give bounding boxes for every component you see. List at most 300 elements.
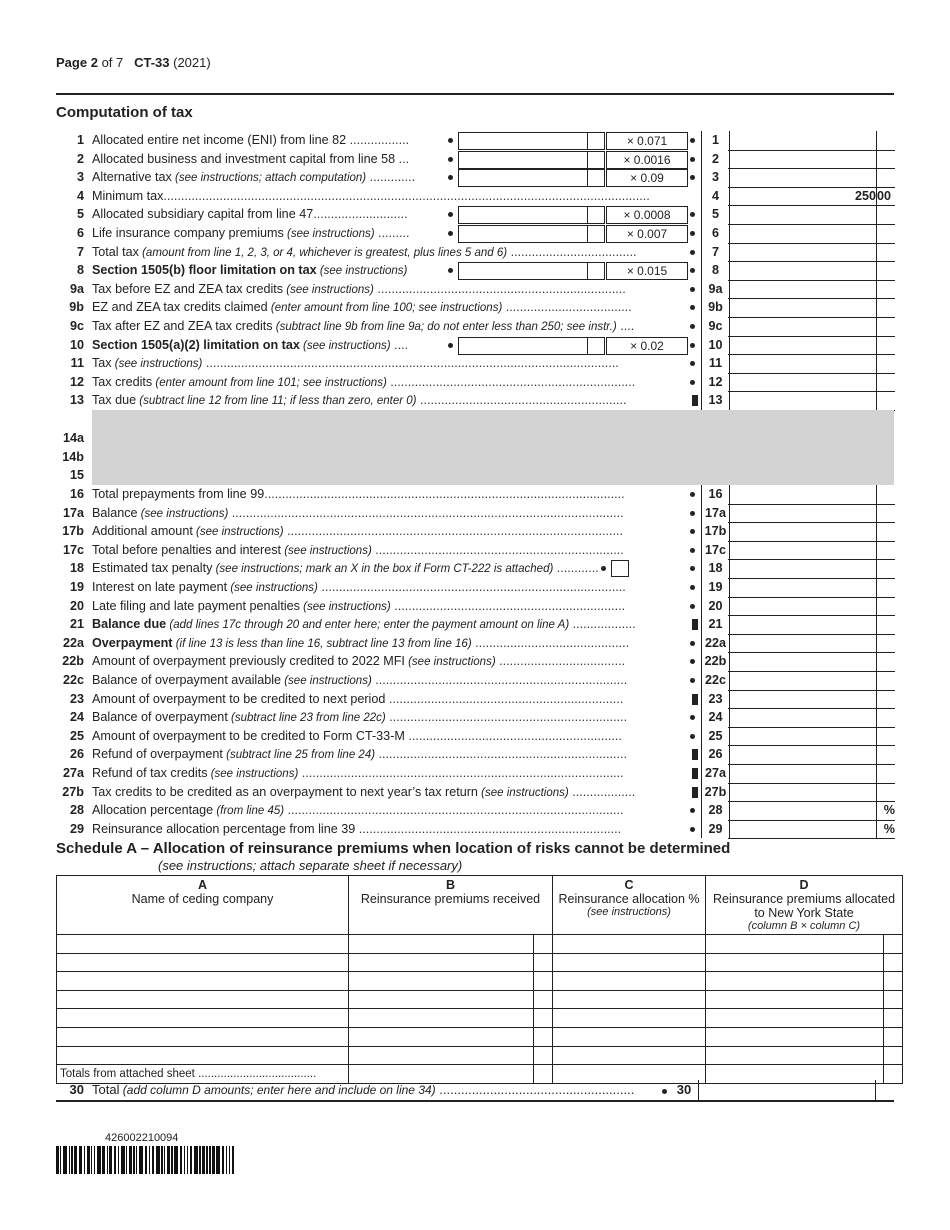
line-label: Allocated subsidiary capital from line 47........................... — [92, 207, 408, 222]
barcode-bar — [161, 1146, 162, 1174]
line-number: 2 — [76, 151, 84, 166]
line-label: Refund of tax credits (see instructions) ............................................................................................ — [92, 766, 624, 780]
schedule-a-cell[interactable] — [553, 935, 706, 954]
line-4-amount[interactable]: 250 — [728, 187, 876, 207]
line-17a-amount[interactable] — [728, 504, 876, 524]
line-number: 17a — [62, 505, 84, 520]
line-label: Amount of overpayment to be credited to Form CT-33-M ............................................................. — [92, 728, 622, 743]
schedule-a-cell[interactable] — [57, 1009, 349, 1028]
line-ref-10: 10 — [701, 336, 730, 355]
barcode-bar — [74, 1146, 77, 1174]
line-number: 18 — [69, 561, 84, 576]
tax-line-9a — [56, 280, 894, 299]
barcode-bar — [114, 1146, 117, 1174]
line-1-amount[interactable] — [728, 131, 876, 151]
schedule-a-cell[interactable] — [57, 935, 349, 954]
barcode-number: 426002210094 — [105, 1132, 179, 1144]
schedule-a-row — [57, 953, 903, 972]
barcode-bar — [149, 1146, 150, 1174]
line-3-input-cents[interactable] — [586, 169, 605, 187]
line-18-cents[interactable] — [876, 559, 895, 579]
line-number: 6 — [76, 226, 84, 240]
line-24-cents[interactable] — [876, 708, 895, 728]
line-18-amount[interactable] — [728, 559, 876, 579]
section-title: Computation of tax — [56, 104, 193, 121]
schedule-a-cell[interactable] — [534, 990, 553, 1009]
line-ref-11: 11 — [701, 354, 730, 373]
line-number: 25 — [69, 728, 84, 743]
line-label: Balance of overpayment (subtract line 23 from line 22c) .................................................................... — [92, 710, 628, 725]
tax-line-7 — [56, 243, 894, 262]
line-12-cents[interactable] — [876, 373, 895, 393]
gray-shaded-area — [92, 410, 894, 485]
tax-line-1 — [56, 131, 894, 150]
tax-line-5 — [56, 205, 894, 224]
schedule-a-cell[interactable] — [57, 1046, 349, 1065]
line-17a-cents[interactable] — [876, 504, 895, 524]
line-7-cents[interactable] — [876, 243, 895, 263]
line-label: Estimated tax penalty (see instructions; mark an X in the box if Form CT-222 is attached) ............ — [92, 561, 599, 576]
line-7-amount[interactable] — [728, 243, 876, 263]
barcode-bar — [229, 1146, 230, 1174]
schedule-a-cell[interactable] — [706, 1009, 884, 1028]
line-21-amount[interactable] — [728, 615, 876, 635]
tax-line-23 — [56, 690, 894, 709]
line-6-amount[interactable] — [728, 224, 876, 244]
tax-line-9b — [56, 298, 894, 317]
line-4-cents[interactable]: 00 — [876, 187, 895, 207]
line-27b-amount[interactable] — [728, 783, 876, 803]
line-20-amount[interactable] — [728, 597, 876, 617]
tax-line-19 — [56, 578, 894, 597]
schedule-a-cell[interactable] — [884, 935, 903, 954]
line-8-amount[interactable] — [728, 261, 876, 281]
line-22c-cents[interactable] — [876, 671, 895, 691]
tax-line-29 — [56, 820, 894, 839]
line-22a-cents[interactable] — [876, 634, 895, 654]
schedule-a-title: Schedule A – Allocation of reinsurance premiums when location of risks cannot be determined — [56, 840, 731, 857]
barcode-bar — [194, 1146, 198, 1174]
barcode-bar — [184, 1146, 185, 1174]
line-27b-cents[interactable] — [876, 783, 895, 803]
barcode-bar — [136, 1146, 137, 1174]
line-26-cents[interactable] — [876, 745, 895, 765]
line-ref-27b: 27b — [701, 783, 730, 802]
schedule-a-cell[interactable] — [349, 972, 534, 991]
line-number: 4 — [76, 188, 84, 203]
totals-attached-sheet-label: Totals from attached sheet ..................................... — [57, 1065, 349, 1084]
line-27a-cents[interactable] — [876, 764, 895, 784]
schedule-a-cell[interactable] — [534, 1046, 553, 1065]
schedule-a-cell[interactable] — [553, 1046, 706, 1065]
tax-line-6 — [56, 224, 894, 243]
line-ref-7: 7 — [701, 243, 730, 262]
line-11-amount[interactable] — [728, 354, 876, 374]
line-10-amount[interactable] — [728, 336, 876, 356]
schedule-a-cell[interactable] — [349, 1009, 534, 1028]
line-ref-5: 5 — [701, 205, 730, 224]
line-ref-2: 2 — [701, 150, 730, 169]
line-ref-13: 13 — [701, 391, 730, 410]
line-12-amount[interactable] — [728, 373, 876, 393]
tax-line-17c — [56, 541, 894, 560]
schedule-a-row — [57, 1046, 903, 1065]
schedule-a-cell[interactable] — [553, 990, 706, 1009]
barcode-bar — [129, 1146, 132, 1174]
line-1-cents[interactable] — [876, 131, 895, 151]
line-label: Balance of overpayment available (see instructions) ........................................................................ — [92, 673, 628, 687]
schedule-a-cell[interactable] — [349, 990, 534, 1009]
line-ref-22c: 22c — [701, 671, 730, 690]
schedule-a-cell[interactable] — [553, 1009, 706, 1028]
barcode-bar — [94, 1146, 95, 1174]
barcode-bar — [152, 1146, 155, 1174]
line-number: 5 — [76, 207, 84, 222]
line-label: Total before penalties and interest (see instructions) ....................................................................... — [92, 542, 624, 557]
line-label: Tax (see instructions) ...................................................................................................................... — [92, 356, 619, 371]
schedule-a-cell[interactable] — [534, 953, 553, 972]
line-ref-24: 24 — [701, 708, 730, 727]
barcode-bar — [167, 1146, 170, 1174]
line-23-cents[interactable] — [876, 690, 895, 710]
line-25-amount[interactable] — [728, 727, 876, 747]
line-number: 9a — [69, 281, 84, 296]
line-ref-17a: 17a — [701, 504, 730, 523]
line-ref-3: 3 — [701, 168, 730, 187]
line-ref-22b: 22b — [701, 652, 730, 671]
tax-line-20 — [56, 597, 894, 616]
tax-line-10 — [56, 336, 894, 355]
line-5-amount[interactable] — [728, 205, 876, 225]
line-22c-amount[interactable] — [728, 671, 876, 691]
line-number: 27a — [62, 766, 84, 780]
line-2-amount[interactable] — [728, 150, 876, 170]
line-ref-9c: 9c — [701, 317, 730, 336]
barcode-bar — [199, 1146, 200, 1174]
line-label: Allocated entire net income (ENI) from line 82 ................. — [92, 133, 410, 147]
tax-line-17b — [56, 522, 894, 541]
line-26-amount[interactable] — [728, 745, 876, 765]
barcode-bar — [180, 1146, 183, 1174]
line-number: 9b — [69, 300, 84, 315]
line-label: Section 1505(b) floor limitation on tax (see instructions) — [92, 263, 408, 278]
barcode-bar — [171, 1146, 172, 1174]
barcode-bar — [126, 1146, 127, 1174]
tax-line-3 — [56, 168, 894, 187]
line-9c-amount[interactable] — [728, 317, 876, 337]
line-5-input-cents[interactable] — [586, 206, 605, 224]
tax-line-22c — [56, 671, 894, 690]
line-5-cents[interactable] — [876, 205, 895, 225]
line-label: Allocated business and investment capital from line 58 ... — [92, 151, 410, 166]
barcode-bar — [107, 1146, 108, 1174]
page-header: Page 2 of 7 CT-33 (2021) — [56, 55, 211, 70]
line-number: 22b — [62, 654, 84, 669]
line-number: 17c — [62, 542, 84, 557]
schedule-a-cell[interactable] — [553, 953, 706, 972]
line-16-amount[interactable] — [728, 485, 876, 505]
line-17b-amount[interactable] — [728, 522, 876, 542]
schedule-a-cell[interactable] — [534, 972, 553, 991]
line-number: 13 — [69, 393, 84, 408]
schedule-a-cell[interactable] — [884, 953, 903, 972]
line-30-amount[interactable] — [698, 1080, 876, 1100]
barcode-bar — [222, 1146, 225, 1174]
schedule-a-cell[interactable] — [349, 953, 534, 972]
barcode-bar — [71, 1146, 72, 1174]
multiplier: × 0.0016 — [606, 151, 688, 169]
line-9a-amount[interactable] — [728, 280, 876, 300]
barcode-bar — [174, 1146, 178, 1174]
line-ref-22a: 22a — [701, 634, 730, 653]
line-9b-cents[interactable] — [876, 298, 895, 318]
barcode-bar — [69, 1146, 70, 1174]
schedule-a-cell[interactable] — [553, 972, 706, 991]
gray-line-14a: 14a — [62, 431, 84, 445]
line-number: 8 — [76, 263, 84, 278]
line-10-input-cents[interactable] — [586, 337, 605, 355]
schedule-a-cell[interactable] — [884, 1046, 903, 1065]
schedule-a-cell[interactable] — [534, 1009, 553, 1028]
line-ref-9a: 9a — [701, 280, 730, 299]
line-label: Total tax (amount from line 1, 2, 3, or 4, whichever is greatest, plus lines 5 and 6) .................................... — [92, 244, 637, 259]
line-label: Tax after EZ and ZEA tax credits (subtract line 9b from line 9a; do not enter less than 250; see instr.) .... — [92, 319, 635, 333]
line-22b-amount[interactable] — [728, 652, 876, 672]
line-label: Reinsurance allocation percentage from line 39 ........................................................................... — [92, 821, 622, 836]
line-label: Additional amount (see instructions) ................................................................................................ — [92, 524, 623, 539]
line-3-amount[interactable] — [728, 168, 876, 188]
barcode-bar — [63, 1146, 67, 1174]
line-ref-28: 28 — [701, 801, 730, 820]
barcode-bar — [79, 1146, 83, 1174]
line-24-amount[interactable] — [728, 708, 876, 728]
tax-line-22b — [56, 652, 894, 671]
line-ref-23: 23 — [701, 690, 730, 709]
line-17b-cents[interactable] — [876, 522, 895, 542]
header-rule — [56, 93, 894, 95]
barcode-bar — [156, 1146, 160, 1174]
tax-line-18 — [56, 559, 894, 578]
line-ref-1: 1 — [701, 131, 730, 150]
schedule-a-cell[interactable] — [534, 935, 553, 954]
line-label: Life insurance company premiums (see instructions) ......... — [92, 226, 410, 240]
schedule-a-cell[interactable] — [884, 972, 903, 991]
line-number: 29 — [69, 821, 84, 836]
line-label: Tax before EZ and ZEA tax credits (see instructions) ....................................................................... — [92, 281, 626, 296]
tax-line-27a — [56, 764, 894, 783]
line-28-cents[interactable]: % — [876, 801, 895, 821]
schedule-a-cell[interactable] — [349, 1046, 534, 1065]
barcode-bar — [91, 1146, 92, 1174]
barcode-bar — [232, 1146, 235, 1174]
barcode-bar — [226, 1146, 227, 1174]
schedule-a-cell[interactable] — [349, 935, 534, 954]
line-10-input[interactable] — [458, 337, 588, 355]
barcode-bar — [102, 1146, 105, 1174]
barcode-bar — [60, 1146, 61, 1174]
line-label: Tax credits (enter amount from line 101; see instructions) ...................................................................... — [92, 374, 636, 389]
schedule-a-subtitle: (see instructions; attach separate sheet if necessary) — [158, 858, 463, 873]
line-29-cents[interactable]: % — [876, 820, 895, 840]
multiplier: × 0.015 — [606, 262, 688, 280]
line-17c-amount[interactable] — [728, 541, 876, 561]
line-2-input-cents[interactable] — [586, 151, 605, 169]
line-label: Balance due (add lines 17c through 20 and enter here; enter the payment amount on line A) .................. — [92, 617, 636, 632]
schedule-a-cell[interactable] — [534, 1027, 553, 1046]
line-number: 17b — [62, 524, 84, 539]
line-3-cents[interactable] — [876, 168, 895, 188]
barcode-bar — [97, 1146, 101, 1174]
line-label: Overpayment (if line 13 is less than line 16, subtract line 13 from line 16) ............................................ — [92, 635, 630, 650]
tax-line-4 — [56, 187, 894, 206]
tax-line-12 — [56, 373, 894, 392]
line-21-cents[interactable] — [876, 615, 895, 635]
line-number: 27b — [62, 784, 84, 799]
line-6-cents[interactable] — [876, 224, 895, 244]
schedule-a-cell[interactable] — [884, 1027, 903, 1046]
line-6-input-cents[interactable] — [586, 225, 605, 243]
line-label: Refund of overpayment (subtract line 25 from line 24) ....................................................................... — [92, 747, 627, 762]
multiplier: × 0.0008 — [606, 206, 688, 224]
line-16-cents[interactable] — [876, 485, 895, 505]
line-11-cents[interactable] — [876, 354, 895, 374]
line-22b-cents[interactable] — [876, 652, 895, 672]
line-9c-cents[interactable] — [876, 317, 895, 337]
line-8-cents[interactable] — [876, 261, 895, 281]
schedule-a-cell[interactable] — [57, 1027, 349, 1046]
line-number: 23 — [69, 691, 84, 706]
tax-line-8 — [56, 261, 894, 280]
line-20-cents[interactable] — [876, 597, 895, 617]
schedule-a-cell[interactable] — [706, 953, 884, 972]
line-label: Tax credits to be credited as an overpayment to next year’s tax return (see instructions) .................. — [92, 784, 636, 799]
line-28-amount[interactable] — [728, 801, 876, 821]
line-ref-8: 8 — [701, 261, 730, 280]
line-1-input-cents[interactable] — [586, 132, 605, 150]
schedule-a-cell[interactable] — [57, 953, 349, 972]
line-label: Amount of overpayment previously credited to 2022 MFI (see instructions) .................................... — [92, 654, 626, 669]
line-29-amount[interactable] — [728, 820, 876, 840]
line-number: 21 — [69, 617, 84, 632]
schedule-a-cell[interactable] — [884, 1009, 903, 1028]
line-5-input[interactable] — [458, 206, 588, 224]
schedule-a-cell[interactable] — [706, 1027, 884, 1046]
line-9b-amount[interactable] — [728, 298, 876, 318]
tax-line-25 — [56, 727, 894, 746]
line-27a-amount[interactable] — [728, 764, 876, 784]
barcode-bar — [187, 1146, 188, 1174]
line-3-input[interactable] — [458, 169, 588, 187]
line-number: 10 — [69, 337, 84, 352]
line-8-input-cents[interactable] — [586, 262, 605, 280]
col-a-header: A Name of ceding company — [57, 876, 349, 935]
barcode-bar — [56, 1146, 59, 1174]
line-19-cents[interactable] — [876, 578, 895, 598]
tax-line-13 — [56, 391, 894, 410]
line-13-amount[interactable] — [728, 391, 876, 411]
schedule-a-cell[interactable] — [57, 990, 349, 1009]
line-19-amount[interactable] — [728, 578, 876, 598]
line-number: 1 — [76, 133, 84, 147]
barcode-bar — [202, 1146, 205, 1174]
schedule-a-cell[interactable] — [57, 972, 349, 991]
line-label: Minimum tax........................................................................................................................................... — [92, 188, 650, 203]
tax-line-17a — [56, 504, 894, 523]
tax-line-22a — [56, 634, 894, 653]
line-ref-26: 26 — [701, 745, 730, 764]
barcode-bar — [209, 1146, 210, 1174]
barcode-bar — [121, 1146, 125, 1174]
barcode-bar — [139, 1146, 143, 1174]
schedule-a-cell[interactable] — [706, 1046, 884, 1065]
multiplier: × 0.09 — [606, 169, 688, 187]
line-ref-20: 20 — [701, 597, 730, 616]
line-6-input[interactable] — [458, 225, 588, 243]
line-label: Interest on late payment (see instructions) ....................................................................................... — [92, 580, 626, 594]
line-25-cents[interactable] — [876, 727, 895, 747]
schedule-a-cell[interactable] — [706, 935, 884, 954]
line-22a-amount[interactable] — [728, 634, 876, 654]
line-13-cents[interactable] — [876, 391, 895, 411]
gray-line-14b: 14b — [62, 449, 84, 464]
line-9a-cents[interactable] — [876, 280, 895, 300]
line-2-cents[interactable] — [876, 150, 895, 170]
tax-line-2 — [56, 150, 894, 169]
line-1-input[interactable] — [458, 132, 588, 150]
line-ref-17c: 17c — [701, 541, 730, 560]
col-d-header: D Reinsurance premiums allocated to New York State (column B × column C) — [706, 876, 903, 935]
line-ref-18: 18 — [701, 559, 730, 578]
line-label: Late filing and late payment penalties (see instructions) .................................................................. — [92, 598, 626, 613]
line-ref-12: 12 — [701, 373, 730, 392]
line-17c-cents[interactable] — [876, 541, 895, 561]
barcode-bar — [216, 1146, 220, 1174]
schedule-a-row — [57, 990, 903, 1009]
line-ref-4: 4 — [701, 187, 730, 206]
barcode-bar — [84, 1146, 85, 1174]
line-number: 28 — [69, 803, 84, 818]
line-ref-6: 6 — [701, 224, 730, 243]
line-2-input[interactable] — [458, 151, 588, 169]
schedule-a-cell[interactable] — [706, 990, 884, 1009]
schedule-a-cell[interactable] — [349, 1027, 534, 1046]
line-10-cents[interactable] — [876, 336, 895, 356]
schedule-a-cell[interactable] — [706, 972, 884, 991]
schedule-a-cell[interactable] — [884, 990, 903, 1009]
schedule-a-row — [57, 935, 903, 954]
barcode-bar — [118, 1146, 119, 1174]
line-label: Section 1505(a)(2) limitation on tax (see instructions) .... — [92, 337, 409, 352]
line-ref-27a: 27a — [701, 764, 730, 783]
schedule-a-row — [57, 1027, 903, 1046]
tax-line-11 — [56, 354, 894, 373]
line-ref-21: 21 — [701, 615, 730, 634]
line-8-input[interactable] — [458, 262, 588, 280]
tax-line-28 — [56, 801, 894, 820]
tax-line-9c — [56, 317, 894, 336]
line-23-amount[interactable] — [728, 690, 876, 710]
line-number: 3 — [76, 170, 84, 185]
barcode-bar — [190, 1146, 193, 1174]
line-number: 24 — [69, 710, 84, 725]
tax-line-27b — [56, 783, 894, 802]
line-label: Amount of overpayment to be credited to next period ................................................................... — [92, 691, 624, 706]
schedule-a-cell[interactable] — [553, 1027, 706, 1046]
multiplier: × 0.02 — [606, 337, 688, 355]
line-number: 19 — [69, 580, 84, 594]
line-ref-25: 25 — [701, 727, 730, 746]
ct-222-checkbox[interactable] — [611, 560, 629, 577]
